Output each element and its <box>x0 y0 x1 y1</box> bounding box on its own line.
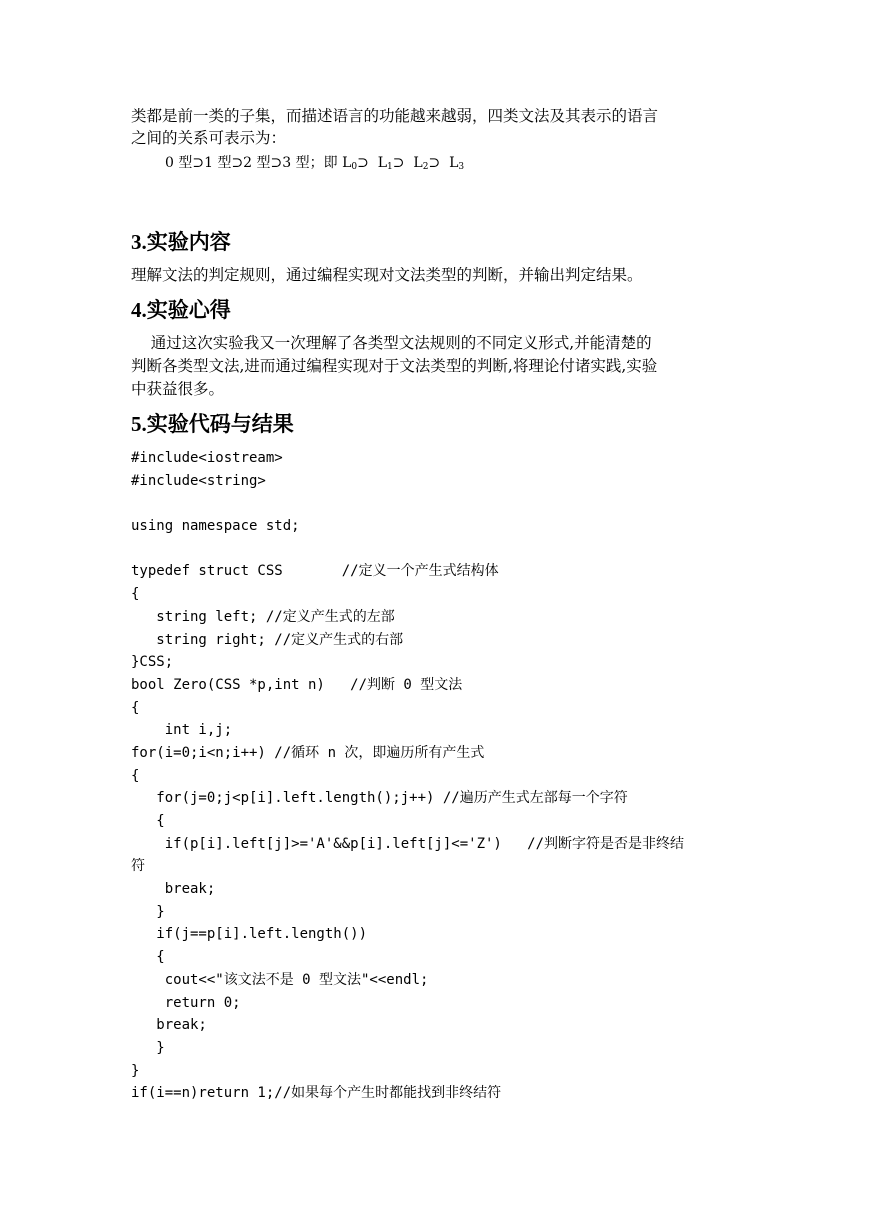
section-4-heading: 4.实验心得 <box>131 298 231 322</box>
subscript-3: 3 <box>458 162 465 172</box>
code-line: for(j=0;j<p[i].left.length();j++) //遍历产生式左部每一个字符 <box>131 790 628 807</box>
code-line: return 0; <box>131 994 241 1011</box>
code-line: for(i=0;i<n;i++) //循环 n 次，即遍历所有产生式 <box>131 744 485 761</box>
hierarchy-op-1: ⊃ L <box>357 155 388 171</box>
code-line: } <box>131 1062 140 1079</box>
section-3-heading: 3.实验内容 <box>131 230 231 254</box>
hierarchy-text: 0 型⊃1 型⊃2 型⊃3 型；即 L <box>165 155 352 171</box>
code-line: break; <box>131 881 216 898</box>
code-line: if(i==n)return 1;//如果每个产生时都能找到非终结符 <box>131 1085 502 1102</box>
code-line: using namespace std; <box>131 518 300 535</box>
hierarchy-op-3: ⊃ L <box>428 155 459 171</box>
section-3-text: 理解文法的判定规则，通过编程实现对文法类型的判断，并输出判定结果。 <box>131 266 643 284</box>
section-5-heading: 5.实验代码与结果 <box>131 412 294 436</box>
code-line: { <box>131 949 165 966</box>
intro-line-2: 之间的关系可表示为： <box>131 129 287 147</box>
code-line: if(p[i].left[j]>='A'&&p[i].left[j]<='Z') //判断字符是否是非终结 <box>131 835 685 852</box>
code-line <box>131 492 684 515</box>
subscript-1: 1 <box>387 162 393 172</box>
code-line: { <box>131 586 140 603</box>
code-line: if(j==p[i].left.length()) <box>131 926 368 943</box>
code-line: { <box>131 767 140 784</box>
code-line: typedef struct CSS //定义一个产生式结构体 <box>131 563 499 580</box>
subscript-2: 2 <box>422 162 429 172</box>
code-line: int i,j; <box>131 722 233 739</box>
section-4-line-1: 通过这次实验我又一次理解了各类型文法规则的不同定义形式,并能清楚的 <box>131 334 652 352</box>
code-listing <box>131 447 684 1105</box>
hierarchy-op-2: ⊃ L <box>392 155 423 171</box>
code-line: cout<<"该文法不是 0 型文法"<<endl; <box>131 971 429 988</box>
code-line: string right; //定义产生式的右部 <box>131 631 404 648</box>
code-line: } <box>131 1039 165 1056</box>
code-line: #include<string> <box>131 472 266 489</box>
subscript-0: 0 <box>351 162 358 172</box>
code-line: #include<iostream> <box>131 450 283 466</box>
code-line: { <box>131 813 165 829</box>
code-line <box>131 538 684 561</box>
code-line: bool Zero(CSS *p,int n) //判断 0 型文法 <box>131 676 463 693</box>
code-line: string left; //定义产生式的左部 <box>131 608 395 625</box>
code-line: break; <box>131 1017 207 1034</box>
section-4-line-3: 中获益很多。 <box>131 380 225 398</box>
section-4-line-2: 判断各类型文法,进而通过编程实现对于文法类型的判断,将理论付诸实践,实验 <box>131 357 658 375</box>
code-line: } <box>131 903 165 920</box>
code-line: 符 <box>131 858 145 875</box>
code-line: { <box>131 699 140 716</box>
grammar-hierarchy-line <box>165 152 775 178</box>
code-line: }CSS; <box>131 654 174 671</box>
intro-line-1: 类都是前一类的子集，而描述语言的功能越来越弱，四类文法及其表示的语言 <box>131 107 659 125</box>
